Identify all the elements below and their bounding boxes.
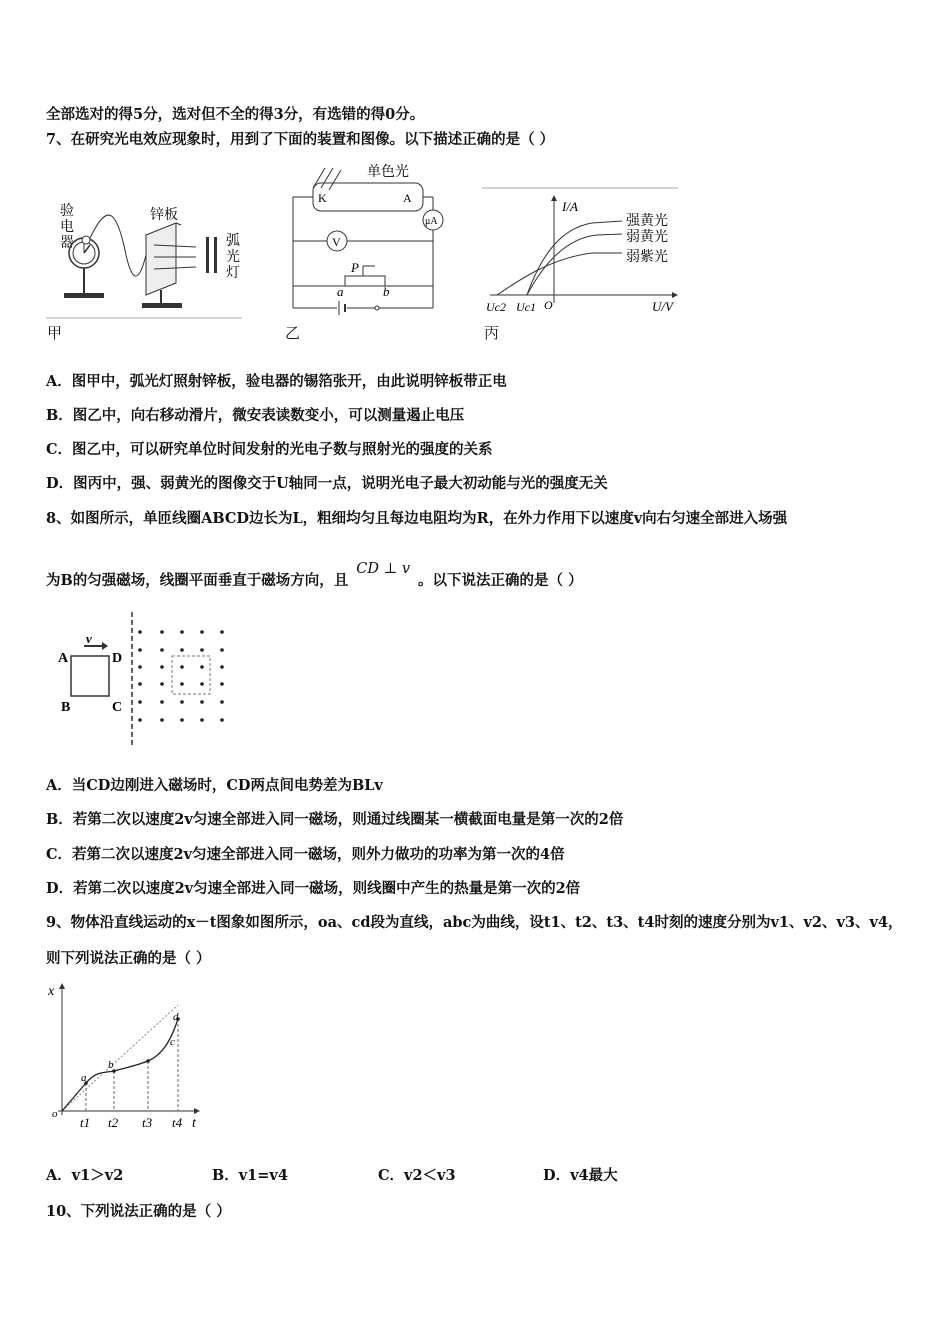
q9-option-b: B．v1=v4 xyxy=(212,1167,288,1184)
q8-field-dots xyxy=(138,630,224,722)
q9-stem-line1: 9、物体沿直线运动的x－t图象如图所示，oa、cd段为直线，abc为曲线，设t1、t2、t3、t4时刻的速度分别为v1、v2、v3、v4， xyxy=(46,914,903,931)
jia-electroscope-label: 验电器 xyxy=(60,204,74,251)
q8-formula: CD ⊥ v xyxy=(356,561,411,577)
yi-A-label: A xyxy=(403,191,412,205)
yi-b-label: b xyxy=(383,284,390,299)
q8-vertex-C: C xyxy=(112,700,123,715)
figure-q9 xyxy=(44,977,209,1132)
yi-microammeter-label: μA xyxy=(425,216,438,227)
q7-option-b: B．图乙中，向右移动滑片，微安表读数变小，可以测量遏止电压 xyxy=(46,407,465,424)
yi-P-label: P xyxy=(351,260,359,275)
fig-label-yi: 乙 xyxy=(285,324,301,342)
q9-t4: t4 xyxy=(172,1115,183,1130)
q8-stem-part1: 为B的匀强磁场，线圈平面垂直于磁场方向，且 xyxy=(46,572,349,589)
yi-a-label: a xyxy=(337,284,344,299)
yi-voltmeter-label: V xyxy=(332,235,341,249)
q8-option-c: C．若第二次以速度2v匀速全部进入同一磁场，则外力做功的功率为第一次的4倍 xyxy=(46,846,565,863)
q8-stem-line2 xyxy=(46,561,583,590)
jia-lamp-label: 弧光灯 xyxy=(226,234,240,281)
bing-curve-weak-yellow: 弱黄光 xyxy=(626,230,668,245)
bing-xaxis-label: U/V xyxy=(652,299,673,314)
q9-point-d: d xyxy=(173,1011,179,1023)
bing-yaxis-label: I/A xyxy=(562,199,578,214)
q8-option-b: B．若第二次以速度2v匀速全部进入同一磁场，则通过线圈某一横截面电量是第一次的2倍 xyxy=(46,811,624,828)
q9-t1: t1 xyxy=(80,1115,91,1130)
q8-stem-part2: 。以下说法正确的是（ ） xyxy=(418,572,583,589)
bing-uc1-label: Uc1 xyxy=(516,300,536,314)
q8-vertex-D: D xyxy=(112,651,123,666)
intro-text: 全部选对的得5分，选对但不全的得3分，有选错的得0分。 xyxy=(46,106,425,123)
q9-origin: o xyxy=(52,1108,58,1120)
q8-option-d: D．若第二次以速度2v匀速全部进入同一磁场，则线圈中产生的热量是第一次的2倍 xyxy=(46,880,581,897)
q9-axis-x: x xyxy=(48,984,55,999)
bing-origin-label: O xyxy=(544,298,553,312)
q9-stem-line2: 则下列说法正确的是（ ） xyxy=(46,950,211,967)
q8-velocity-label: v xyxy=(86,631,92,646)
q7-option-d: D．图丙中，强、弱黄光的图像交于U轴同一点，说明光电子最大初动能与光的强度无关 xyxy=(46,475,608,492)
bing-uc2-label: Uc2 xyxy=(486,300,506,314)
bing-curve-weak-violet: 弱紫光 xyxy=(626,250,668,265)
q9-option-d: D．v4最大 xyxy=(543,1167,618,1184)
yi-light-label: 单色光 xyxy=(367,165,409,180)
q7-option-c: C．图乙中，可以研究单位时间发射的光电子数与照射光的强度的关系 xyxy=(46,441,493,458)
q9-point-a: a xyxy=(81,1072,87,1084)
q10-stem: 10、下列说法正确的是（ ） xyxy=(46,1203,231,1220)
figure-bing xyxy=(482,183,682,318)
q7-stem: 7、在研究光电效应现象时，用到了下面的装置和图像。以下描述正确的是（ ） xyxy=(46,131,555,148)
q8-option-a: A．当CD边刚进入磁场时，CD两点间电势差为BLv xyxy=(46,777,383,794)
jia-plate-label: 锌板 xyxy=(150,208,178,223)
q9-axis-t: t xyxy=(192,1116,196,1131)
fig-label-jia: 甲 xyxy=(47,324,63,342)
q9-point-b: b xyxy=(108,1059,114,1071)
q7-option-a: A．图甲中，弧光灯照射锌板，验电器的锡箔张开，由此说明锌板带正电 xyxy=(46,373,507,390)
figure-q8 xyxy=(52,610,242,750)
q8-vertex-A: A xyxy=(58,651,69,666)
fig-label-bing: 丙 xyxy=(484,324,500,342)
q9-point-c: c xyxy=(170,1036,175,1048)
q8-stem-line1: 8、如图所示，单匝线圈ABCD边长为L，粗细均匀且每边电阻均为R，在外力作用下以速度v向右匀速全部进入场强 xyxy=(46,510,788,527)
yi-K-label: K xyxy=(318,191,327,205)
bing-curve-strong-yellow: 强黄光 xyxy=(626,214,668,229)
q9-t2: t2 xyxy=(108,1115,119,1130)
q9-option-a: A．v1＞v2 xyxy=(46,1167,124,1184)
q9-option-c: C．v2＜v3 xyxy=(378,1167,456,1184)
figure-jia xyxy=(46,195,246,320)
figure-yi xyxy=(285,158,455,323)
q9-t3: t3 xyxy=(142,1115,153,1130)
q8-vertex-B: B xyxy=(61,700,71,715)
